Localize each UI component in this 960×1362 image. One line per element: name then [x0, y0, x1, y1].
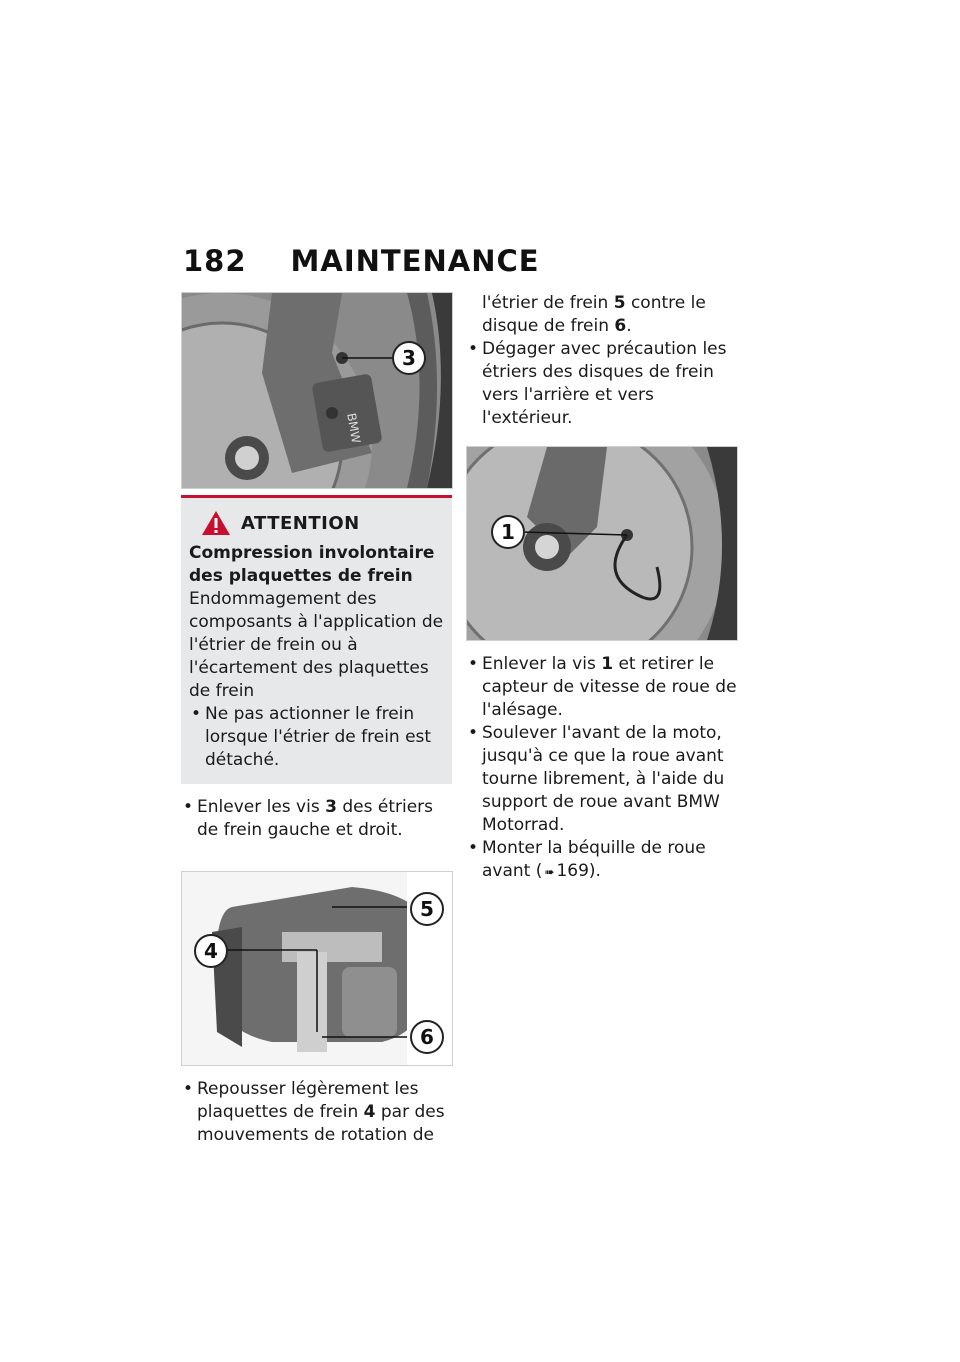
- page-ref-link[interactable]: 169: [556, 861, 589, 881]
- warning-text: Endommagement des composants à l'application de l'étrier de frein ou à l'écartement des plaquettes de frein: [189, 589, 444, 701]
- callout-1: 1: [491, 515, 525, 549]
- page-header: [183, 244, 540, 278]
- step-remove-caliper-screws: • Enlever les vis 3 des étriers de frein gauche et droit.: [181, 796, 452, 842]
- step-lift-front: • Soulever l'avant de la moto, jusqu'à ce que la roue avant tourne librement, à l'aide du support de roue avant BMW Motorrad.: [466, 722, 738, 837]
- warning-header: [201, 510, 444, 536]
- warning-steps: [189, 703, 444, 772]
- callout-6: 6: [410, 1020, 444, 1054]
- callout-5: 5: [410, 892, 444, 926]
- warning-title: Compression involontaire des plaquettes de frein: [189, 543, 435, 586]
- brake-caliper-photo: [181, 292, 453, 489]
- right-steps: [466, 338, 738, 430]
- warning-step: • Ne pas actionner le frein lorsque l'étrier de frein est détaché.: [189, 703, 444, 772]
- step-mount-stand: • Monter la béquille de roue avant ( ➠ 169).: [466, 837, 738, 884]
- ref-5: 5: [613, 293, 626, 313]
- callout-4: 4: [194, 934, 228, 968]
- right-steps-2: [466, 653, 738, 884]
- ref-4: 4: [363, 1102, 376, 1122]
- right-column: [466, 292, 738, 884]
- continued-step: l'étrier de frein 5 contre le disque de frein 6.: [482, 293, 706, 336]
- step-release-calipers: • Dégager avec précaution les étriers des disques de frein vers l'arrière et vers l'extérieur.: [466, 338, 738, 430]
- ref-3: 3: [325, 797, 337, 817]
- warning-triangle-icon: [201, 510, 231, 536]
- step-push-brake-pads: • Repousser légèrement les plaquettes de frein 4 par des mouvements de rotation de: [181, 1078, 452, 1147]
- ref-1: 1: [601, 654, 614, 674]
- ref-6: 6: [614, 316, 627, 336]
- wheel-speed-sensor-photo: [466, 446, 738, 641]
- page-title: MAINTENANCE: [290, 244, 540, 278]
- left-steps: [181, 796, 452, 842]
- left-column: [181, 292, 452, 1147]
- step-remove-sensor: • Enlever la vis 1 et retirer le capteur de vitesse de roue de l'alésage.: [466, 653, 738, 722]
- page-number: 182: [183, 244, 247, 278]
- page-ref-arrow-icon: ➠: [544, 865, 555, 879]
- warning-box: [181, 495, 452, 784]
- warning-label: ATTENTION: [241, 512, 360, 534]
- callout-3: 3: [392, 341, 426, 375]
- brake-caliper-illustration: [182, 293, 452, 488]
- left-steps-2: [181, 1078, 452, 1147]
- svg-text:BMW: BMW: [344, 411, 364, 445]
- brake-pad-photo: [181, 871, 453, 1066]
